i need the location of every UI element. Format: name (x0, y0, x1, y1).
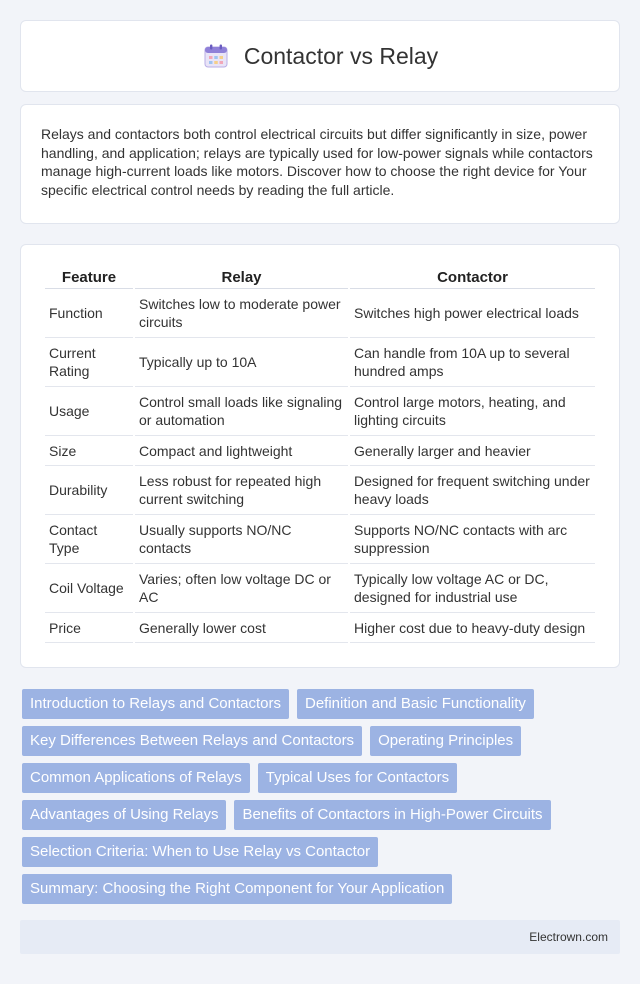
table-cell: Coil Voltage (45, 564, 133, 613)
comparison-table (43, 265, 597, 643)
table-row (45, 436, 595, 466)
table-cell: Switches low to moderate power circuits (135, 289, 348, 338)
table-cell: Supports NO/NC contacts with arc suppression (350, 515, 595, 564)
table-row (45, 515, 595, 564)
table-cell: Contact Type (45, 515, 133, 564)
topic-tags (22, 689, 622, 911)
table-header-row (45, 265, 595, 289)
table-cell: Generally larger and heavier (350, 436, 595, 466)
table-cell: Size (45, 436, 133, 466)
table-cell: Price (45, 613, 133, 643)
topic-tag-introduction[interactable]: Introduction to Relays and Contactors (22, 689, 289, 719)
calendar-icon (202, 42, 230, 70)
topic-tag-relay-applications[interactable]: Common Applications of Relays (22, 763, 250, 793)
header-card (20, 20, 620, 92)
comparison-table-card (20, 244, 620, 668)
table-cell: Typically low voltage AC or DC, designed for industrial use (350, 564, 595, 613)
tag-row (22, 689, 622, 719)
title-wrap (202, 42, 438, 70)
topic-tag-key-differences[interactable]: Key Differences Between Relays and Contactors (22, 726, 362, 756)
table-cell: Current Rating (45, 338, 133, 387)
topic-tag-relay-advantages[interactable]: Advantages of Using Relays (22, 800, 226, 830)
table-cell: Generally lower cost (135, 613, 348, 643)
footer (20, 920, 620, 954)
table-cell: Usage (45, 387, 133, 436)
intro-card (20, 104, 620, 224)
table-cell: Varies; often low voltage DC or AC (135, 564, 348, 613)
tag-row (22, 726, 622, 756)
table-cell: Typically up to 10A (135, 338, 348, 387)
table-header-cell: Contactor (350, 265, 595, 289)
table-row (45, 613, 595, 643)
footer-site-link[interactable]: Electrown.com (529, 930, 608, 944)
topic-tag-operating-principles[interactable]: Operating Principles (370, 726, 521, 756)
table-row (45, 387, 595, 436)
table-cell: Function (45, 289, 133, 338)
table-cell: Compact and lightweight (135, 436, 348, 466)
table-cell: Less robust for repeated high current switching (135, 466, 348, 515)
topic-tag-contactor-benefits[interactable]: Benefits of Contactors in High-Power Circuits (234, 800, 550, 830)
topic-tag-contactor-uses[interactable]: Typical Uses for Contactors (258, 763, 457, 793)
tag-row (22, 800, 622, 830)
table-cell: Designed for frequent switching under heavy loads (350, 466, 595, 515)
table-cell: Switches high power electrical loads (350, 289, 595, 338)
table-row (45, 338, 595, 387)
table-row (45, 564, 595, 613)
intro-text: Relays and contactors both control electrical circuits but differ significantly in size, power handling, and application; relays are typically used for low-power signals while contactors manage high-current loads like motors. Discover how to choose the right device for Your specific electrical control needs by reading the full article. (41, 126, 593, 198)
table-cell: Control large motors, heating, and lighting circuits (350, 387, 595, 436)
table-header-cell: Feature (45, 265, 133, 289)
topic-tag-summary[interactable]: Summary: Choosing the Right Component for Your Application (22, 874, 452, 904)
page-title: Contactor vs Relay (243, 42, 439, 69)
topic-tag-selection-criteria[interactable]: Selection Criteria: When to Use Relay vs Contactor (22, 837, 378, 867)
tag-row (22, 837, 622, 867)
table-row (45, 289, 595, 338)
table-cell: Can handle from 10A up to several hundred amps (350, 338, 595, 387)
table-row (45, 466, 595, 515)
table-cell: Control small loads like signaling or automation (135, 387, 348, 436)
tag-row (22, 874, 622, 904)
tag-row (22, 763, 622, 793)
topic-tag-definition[interactable]: Definition and Basic Functionality (297, 689, 534, 719)
table-cell: Higher cost due to heavy-duty design (350, 613, 595, 643)
table-header-cell: Relay (135, 265, 348, 289)
table-cell: Usually supports NO/NC contacts (135, 515, 348, 564)
table-cell: Durability (45, 466, 133, 515)
